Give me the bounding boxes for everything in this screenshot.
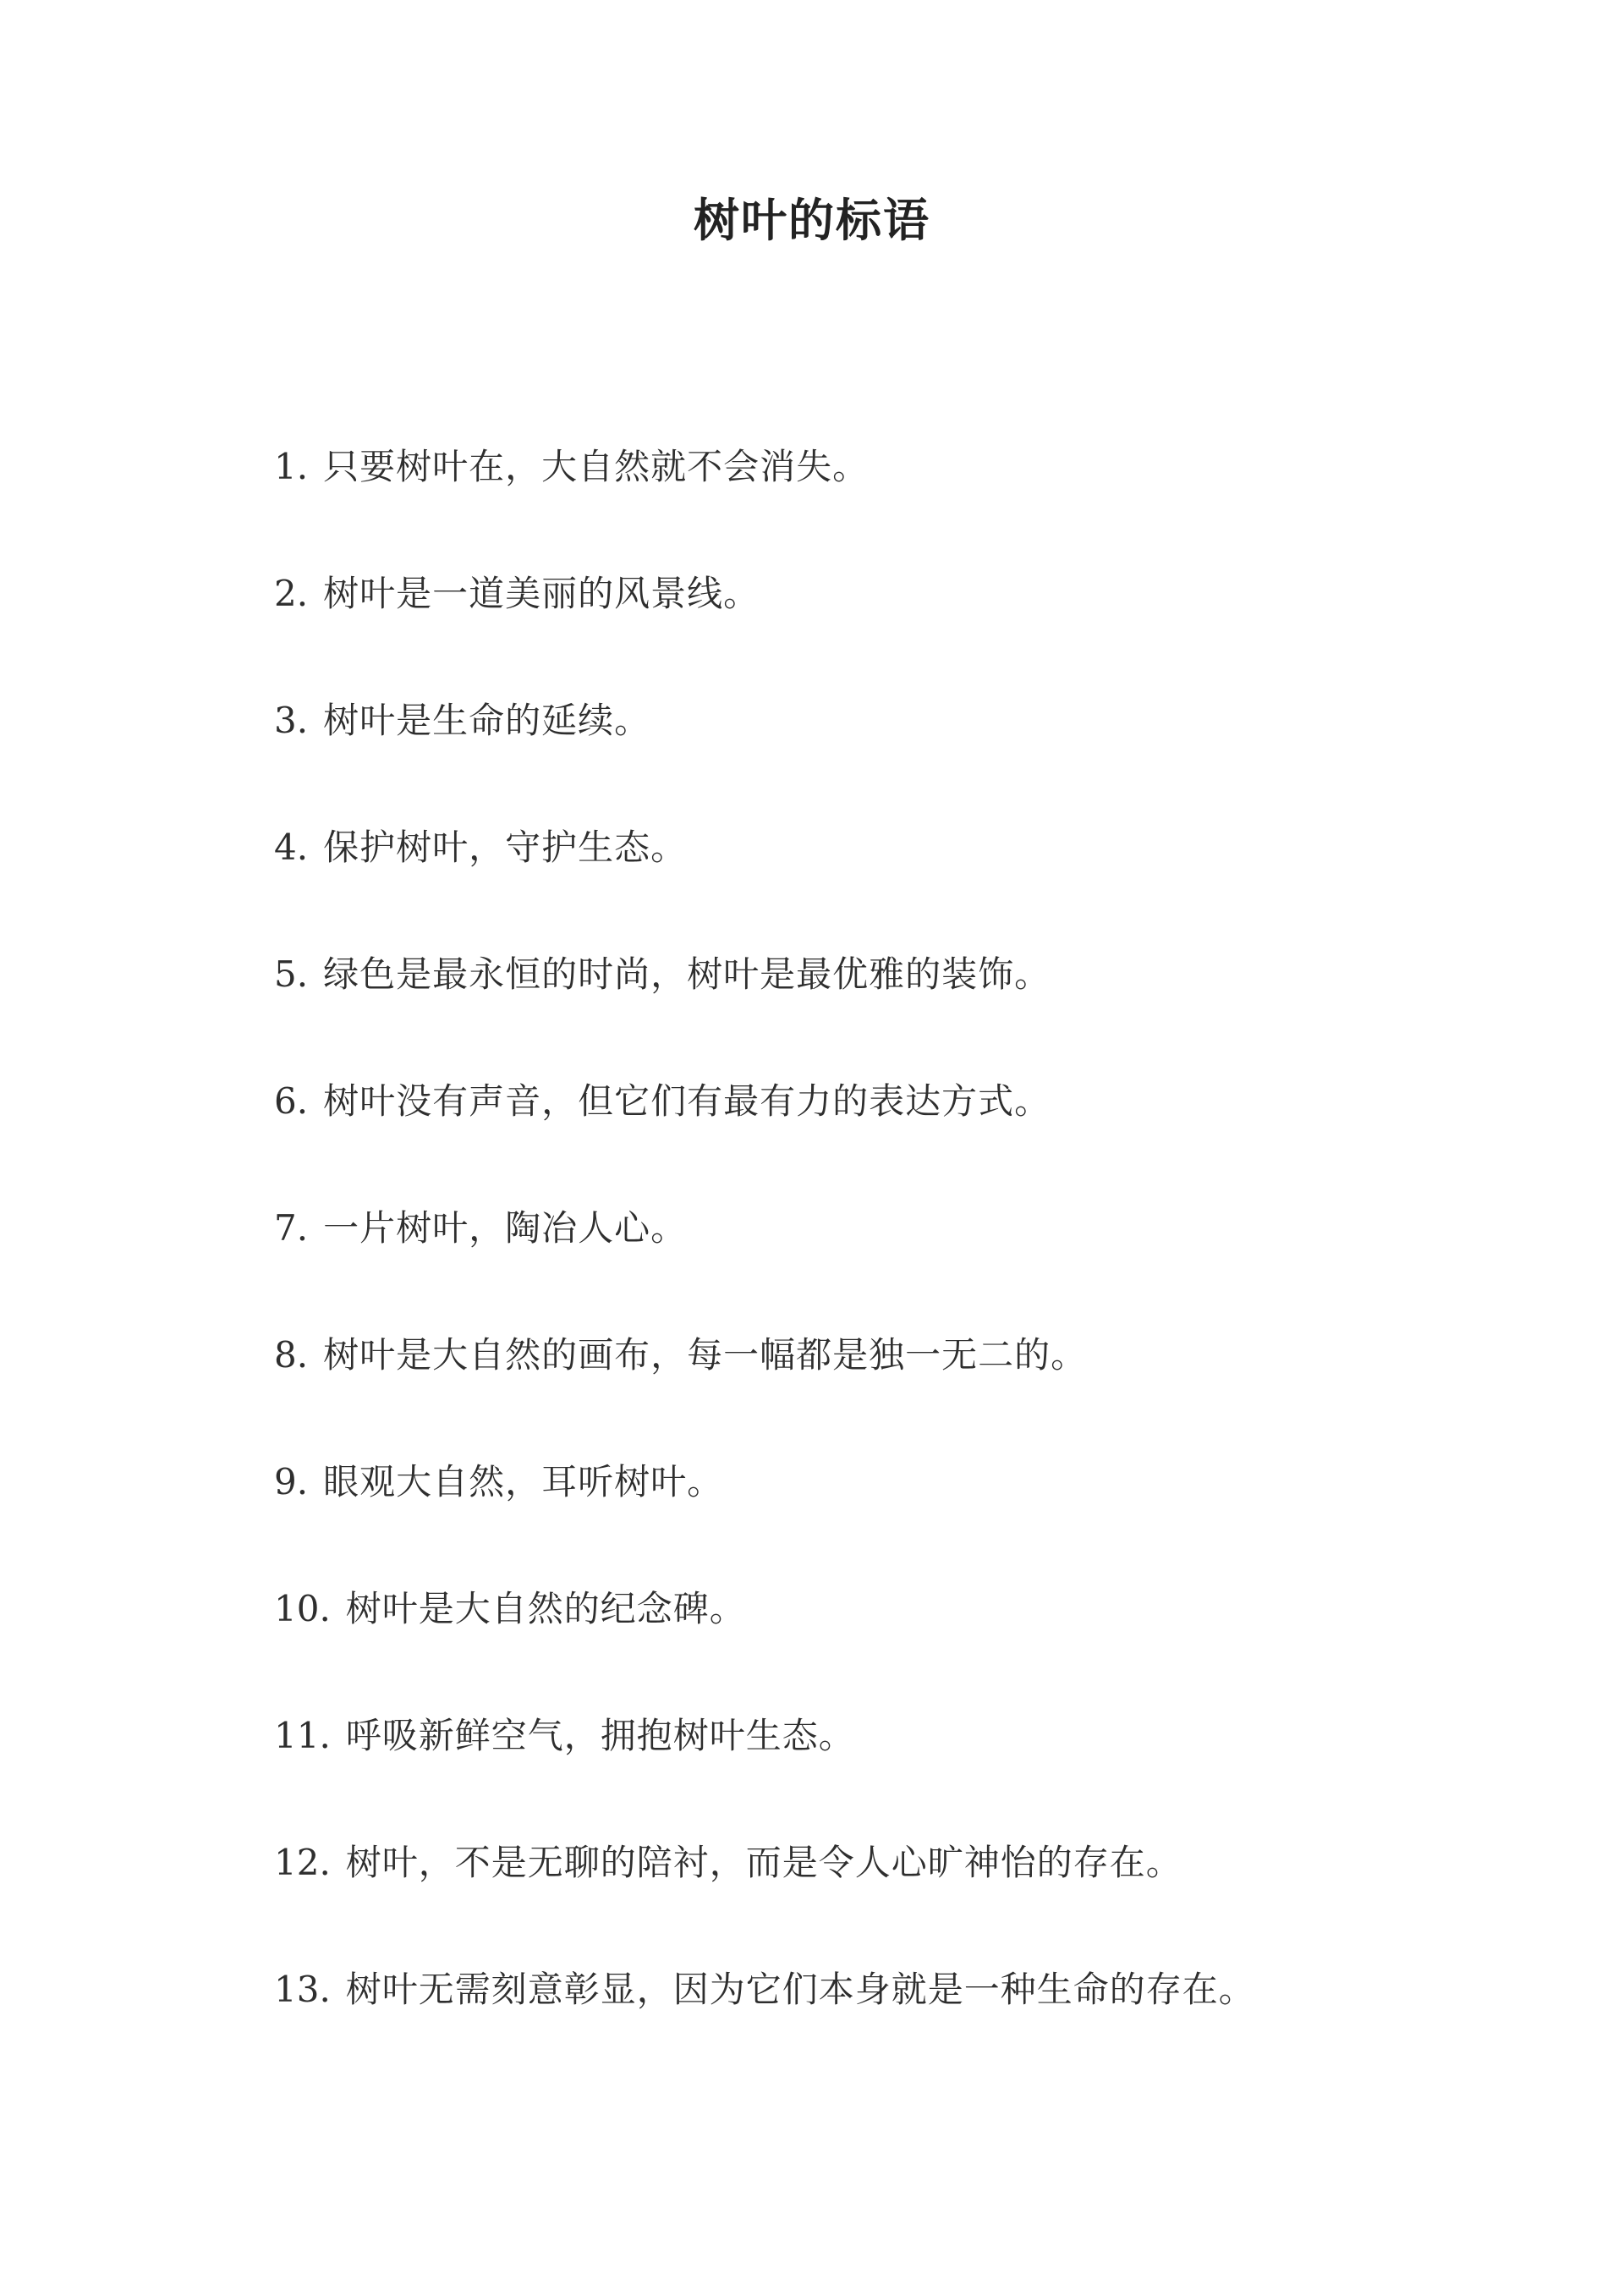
slogan-list (274, 442, 1458, 2091)
list-item (274, 949, 1458, 1076)
item-text: 树叶是一道美丽的风景线。 (323, 573, 760, 614)
item-number: 4. (274, 827, 309, 868)
item-text: 树叶是大自然的纪念碑。 (345, 1588, 746, 1629)
list-item (274, 695, 1458, 822)
item-text: 树叶无需刻意彰显，因为它们本身就是一种生命的存在。 (345, 1969, 1255, 2010)
page-title: 树叶的标语 (694, 193, 930, 247)
item-text: 呼吸新鲜空气，拥抱树叶生态。 (345, 1715, 855, 1756)
item-number: 1. (274, 446, 309, 487)
list-item (274, 1584, 1458, 1711)
item-text: 树叶是生命的延续。 (323, 700, 651, 741)
item-text: 树叶没有声音，但它们有最有力的表达方式。 (323, 1080, 1051, 1122)
list-item (274, 1330, 1458, 1457)
item-text: 树叶是大自然的画布，每一幅都是独一无二的。 (323, 1334, 1088, 1376)
list-item (274, 442, 1458, 569)
item-number: 10. (274, 1588, 331, 1629)
list-item (274, 1457, 1458, 1584)
item-text: 保护树叶，守护生态。 (323, 827, 688, 868)
list-item (274, 1964, 1458, 2091)
item-number: 8. (274, 1334, 309, 1376)
item-number: 12. (274, 1842, 331, 1883)
list-item (274, 1837, 1458, 1964)
item-text: 一片树叶，陶冶人心。 (323, 1207, 688, 1249)
item-text: 只要树叶在，大自然就不会消失。 (323, 446, 870, 487)
item-number: 2. (274, 573, 309, 614)
item-number: 11. (274, 1715, 331, 1756)
item-number: 9. (274, 1461, 309, 1502)
item-number: 7. (274, 1207, 309, 1249)
list-item (274, 1711, 1458, 1837)
list-item (274, 822, 1458, 949)
item-number: 3. (274, 700, 309, 741)
list-item (274, 1203, 1458, 1330)
item-number: 13. (274, 1969, 331, 2010)
item-text: 绿色是最永恒的时尚，树叶是最优雅的装饰。 (323, 953, 1051, 995)
item-text: 树叶，不是无聊的陪衬，而是令人心旷神怡的存在。 (345, 1842, 1182, 1883)
item-number: 5. (274, 953, 309, 995)
item-number: 6. (274, 1080, 309, 1122)
item-text: 眼观大自然，耳听树叶。 (323, 1461, 724, 1502)
list-item (274, 1076, 1458, 1203)
list-item (274, 569, 1458, 695)
